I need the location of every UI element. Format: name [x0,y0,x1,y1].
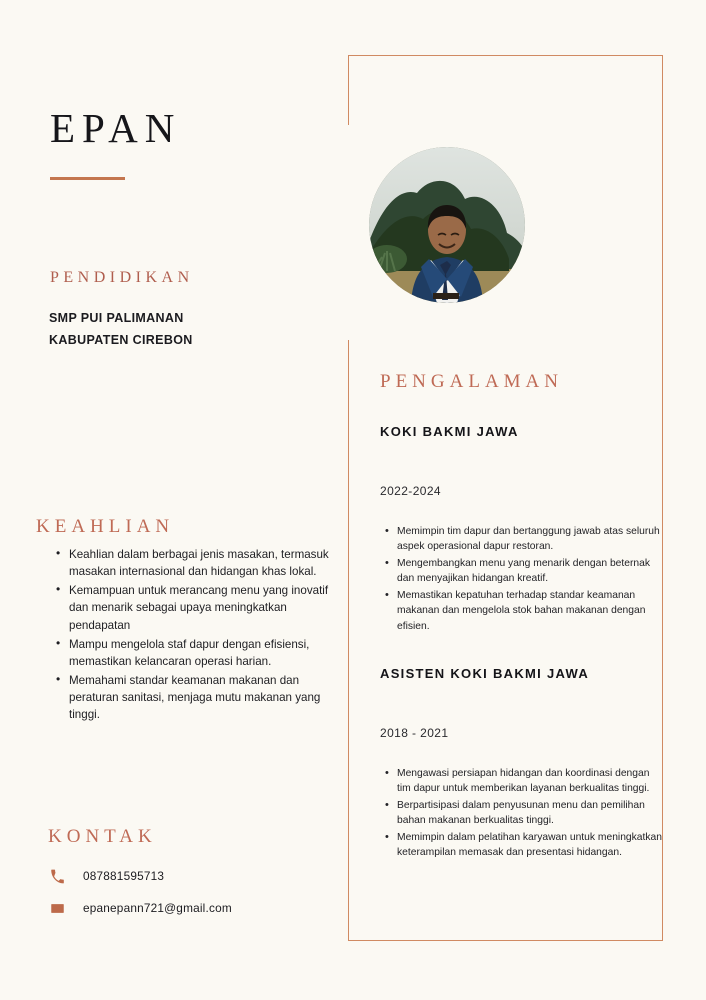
list-item [50,860,330,892]
education-details [49,308,309,351]
contact-list [50,860,330,924]
experience-heading: PENGALAMAN [380,371,563,392]
education-line: SMP PUI PALIMANAN [49,311,184,325]
list-item: • Memahami standar keamanan makanan dan peraturan sanitasi, menjaga mutu makanan yang tinggi. [69,672,344,723]
skills-heading: KEAHLIAN [36,516,175,537]
list-item [50,892,330,924]
education-line: KABUPATEN CIREBON [49,332,193,347]
list-item: • Memimpin dalam pelatihan karyawan untuk meningkatkan keterampilan memasak dan presentasi hidangan. [397,830,662,861]
envelope-icon [50,901,76,916]
list-item: • Memimpin tim dapur dan bertanggung jawab atas seluruh aspek operasional dapur restoran. [397,524,662,555]
job-title: KOKI BAKMI JAWA [380,424,519,439]
left-column [0,0,340,1000]
job-responsibilities [380,766,662,861]
page-title: EPAN [50,105,182,151]
avatar [369,147,525,303]
education-heading: PENDIDIKAN [50,269,194,286]
experience-entry [380,666,662,862]
phone-number: 087881595713 [83,869,165,883]
contact-heading: KONTAK [48,826,157,847]
job-date: 2022-2024 [380,484,441,498]
experience-entry [380,424,662,635]
job-responsibilities [380,524,662,634]
list-item: • Mampu mengelola staf dapur dengan efisiensi, memastikan kelancaran operasi harian. [69,636,344,670]
list-item: • Berpartisipasi dalam penyusunan menu dan pemilihan bahan makanan berkualitas tinggi. [397,798,662,829]
list-item: • Mengawasi persiapan hidangan dan koordinasi dengan tim dapur untuk memberikan layanan berkualitas tinggi. [397,766,662,797]
email-address: epanepann721@gmail.com [83,901,232,915]
list-item: • Memastikan kepatuhan terhadap standar keamanan makanan dan mengelola stok bahan makanan dengan efisien. [397,588,662,634]
list-item: • Keahlian dalam berbagai jenis masakan, termasuk masakan internasional dan hidangan khas lokal. [69,546,344,580]
list-item: • Mengembangkan menu yang menarik dengan beternak dan menyajikan hidangan kreatif. [397,556,662,587]
phone-icon [50,869,76,884]
job-date: 2018 - 2021 [380,726,449,740]
title-underline-rule [50,177,125,180]
skills-list [53,546,344,726]
job-title: ASISTEN KOKI BAKMI JAWA [380,666,590,681]
list-item: • Kemampuan untuk merancang menu yang inovatif dan menarik sebagai upaya meningkatkan pendapatan [69,582,344,633]
right-column [348,0,706,1000]
